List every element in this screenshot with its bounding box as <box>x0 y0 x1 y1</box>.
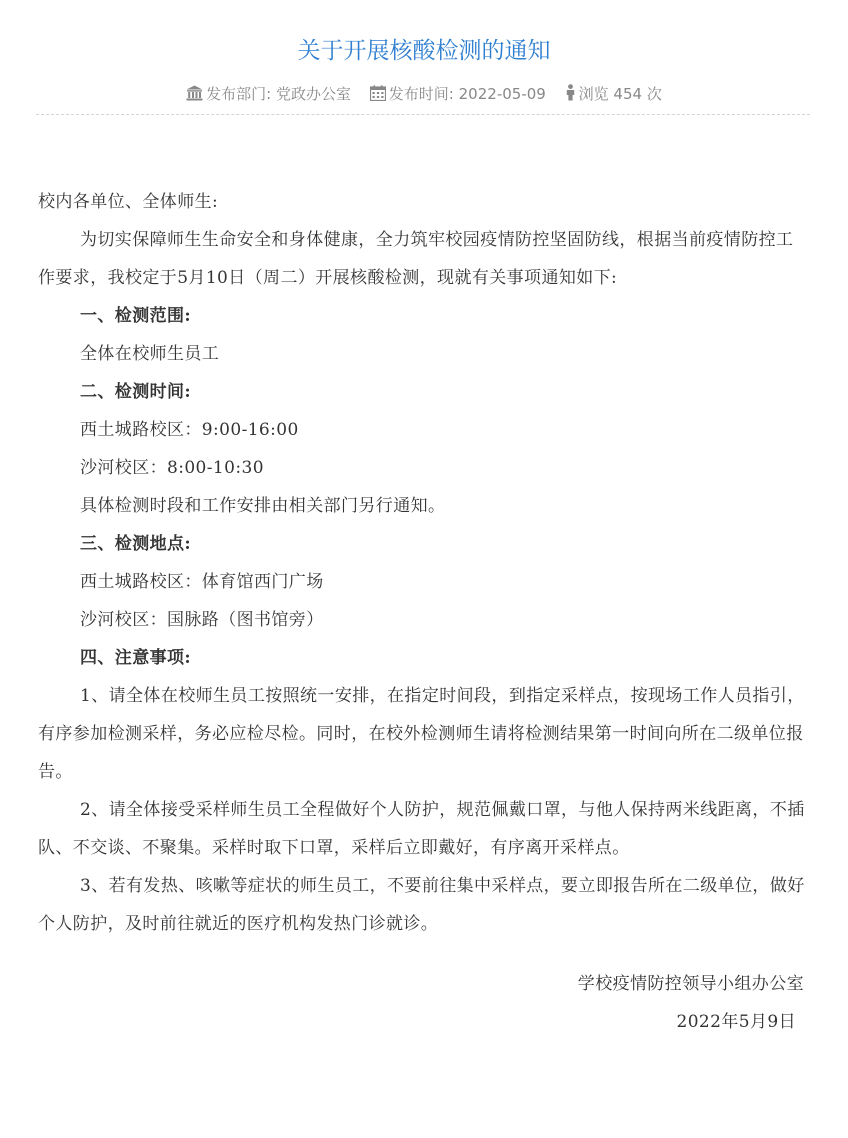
note-paragraph-3: 3、若有发热、咳嗽等症状的师生员工，不要前往集中采样点，要立即报告所在二级单位，做好个人防护，及时前往就近的医疗机构发热门诊就诊。 <box>38 876 805 934</box>
calendar-icon <box>370 84 386 108</box>
meta-views-unit: 次 <box>646 85 662 103</box>
meta-views-count: 454 <box>613 85 643 103</box>
section-heading-notes: 四、注意事项: <box>80 648 192 668</box>
article-meta <box>0 82 848 108</box>
building-icon <box>186 84 203 108</box>
meta-date-value: 2022-05-09 <box>458 85 546 103</box>
note-paragraph-2: 2、请全体接受采样师生员工全程做好个人防护，规范佩戴口罩，与他人保持两米线距离，不插队、不交谈、不聚集。采样时取下口罩，采样后立即戴好，有序离开采样点。 <box>38 800 805 858</box>
time-arrangement-note: 具体检测时段和工作安排由相关部门另行通知。 <box>80 496 446 516</box>
location-campus-xitucheng: 西土城路校区：体育馆西门广场 <box>80 572 324 592</box>
meta-department <box>186 82 351 108</box>
time-campus-shahe: 沙河校区：8:00-10:30 <box>80 458 264 478</box>
title-divider <box>36 114 810 115</box>
time-campus-xitucheng: 西土城路校区：9:00-16:00 <box>80 420 299 440</box>
location-campus-shahe: 沙河校区：国脉路（图书馆旁） <box>80 610 324 630</box>
meta-department-label: 发布部门: <box>206 85 272 103</box>
section-heading-scope: 一、检测范围: <box>80 306 192 326</box>
article-body <box>38 183 808 1041</box>
meta-time-label: 发布时间: <box>388 85 454 103</box>
page-title: 关于开展核酸检测的通知 <box>297 38 551 64</box>
meta-views <box>565 82 662 108</box>
section-heading-location: 三、检测地点: <box>80 534 192 554</box>
signature-date: 2022年5月9日 <box>676 1012 796 1032</box>
person-icon <box>565 84 576 108</box>
section-heading-time: 二、检测时间: <box>80 382 192 402</box>
note-paragraph-1: 1、请全体在校师生员工按照统一安排，在指定时间段，到指定采样点，按现场工作人员指引，有序参加检测采样，务必应检尽检。同时，在校外检测师生请将检测结果第一时间向所在二级单位报告。 <box>38 686 805 782</box>
salutation: 校内各单位、全体师生: <box>38 192 219 212</box>
intro-paragraph: 为切实保障师生生命安全和身体健康，全力筑牢校园疫情防控坚固防线，根据当前疫情防控工作要求，我校定于5月10日（周二）开展核酸检测，现就有关事项通知如下: <box>38 230 794 288</box>
meta-views-label: 浏览 <box>578 85 609 103</box>
section-scope-text: 全体在校师生员工 <box>80 344 220 364</box>
meta-department-value: 党政办公室 <box>276 85 352 103</box>
meta-time <box>370 82 546 108</box>
signature-org: 学校疫情防控领导小组办公室 <box>577 974 804 994</box>
